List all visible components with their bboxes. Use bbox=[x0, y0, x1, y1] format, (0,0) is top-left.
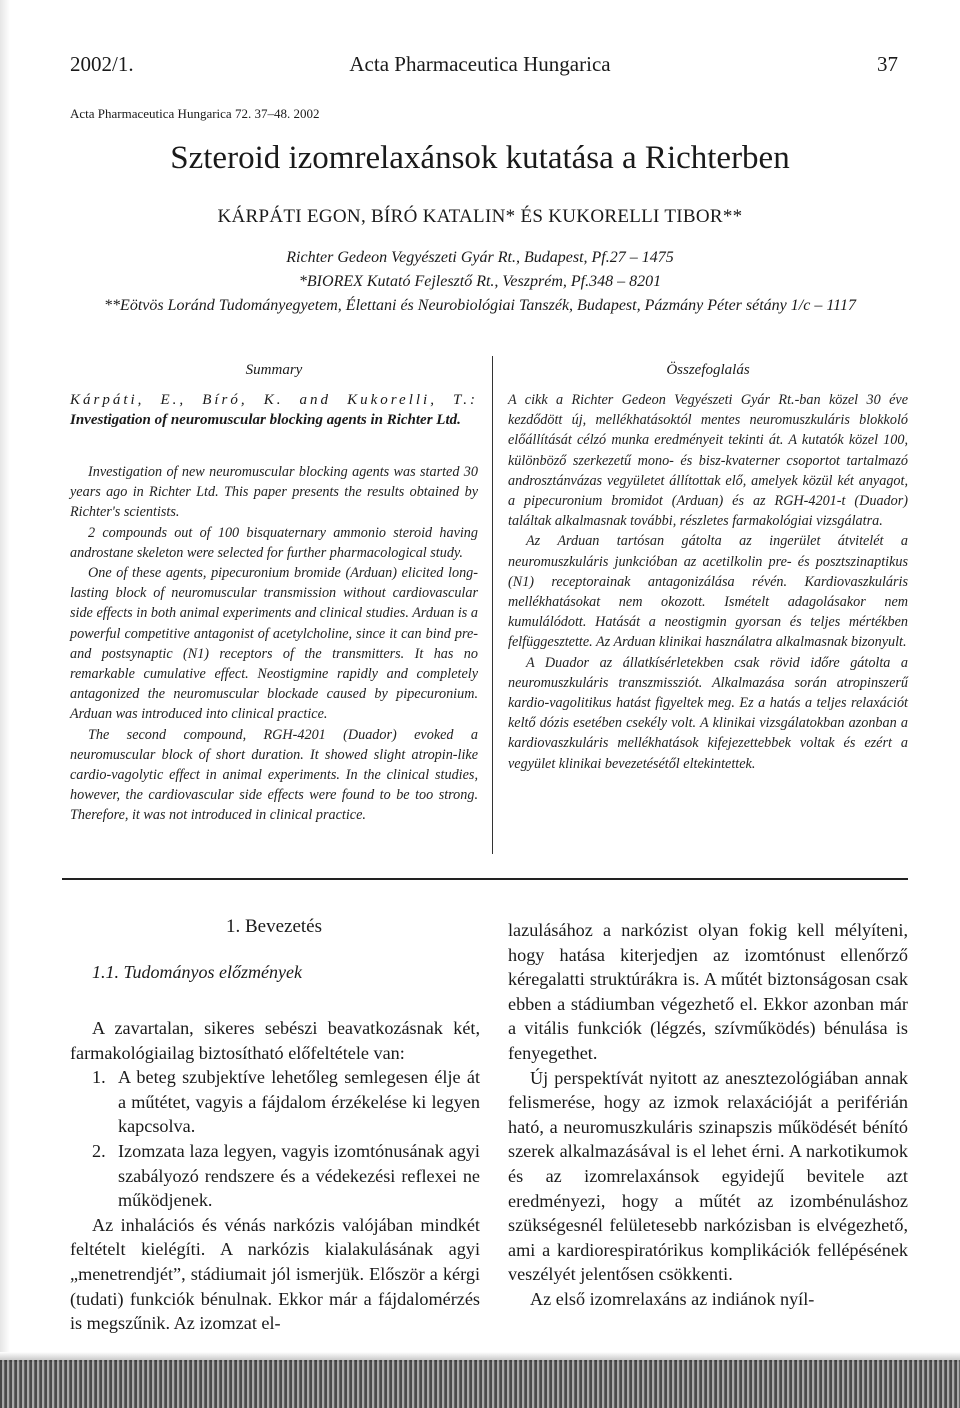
list-item bbox=[70, 1139, 480, 1213]
list-item-text: Izomzata laza legyen, vagyis izomtónusának agyi szabályozó rendszere és a védekezési reflexei ne működjenek. bbox=[118, 1140, 480, 1211]
issue-number: 2002/1. bbox=[70, 52, 134, 76]
list-item-text: A beteg szubjektíve lehetőleg semlegesen élje át a műtétet, vagyis a fájdalom érzékelése ki legyen kapcsolva. bbox=[118, 1067, 480, 1137]
body-paragraph: Az inhalációs és vénás narkózis valójában mindkét feltételt kielégíti. A narkózis kialakulásának agyi „menetrendjét”, stádiumait jól ismerjük. Először a kérgi (tudati) funkciók bénulnak. Ekkor már a fájdalomérzés is megszűnik. Az izomzat el- bbox=[70, 1214, 480, 1334]
summary-paragraph: 2 compounds out of 100 bisquaternary ammonio steroid having androstane skeleton were selected for further pharmacological study. bbox=[70, 524, 478, 561]
affiliation-3: **Eötvös Loránd Tudományegyetem, Élettani és Neurobiológiai Tanszék, Budapest, Pázmány Péter sétány 1/c – 1117 bbox=[104, 297, 856, 314]
running-head-journal: Acta Pharmaceutica Hungarica bbox=[349, 52, 611, 76]
osszefoglalas-paragraph: A cikk a Richter Gedeon Vegyészeti Gyár Rt.-ban közel 30 éve kezdődött új, mellékhatásoktól mentes neuromuszkuláris blokkoló előállítását célzó munka eredményeit tekinti át. A kutatók közel 100, különböző szerkezetű mono- és bisz-kvaterner csoportot tartalmazó androsztánvázas vegyületet állítottak elő, amelyek közül két anyagot, a pipecuronium bromidot (Arduan) és az RGH-4201-t (Duador) találtak alkalmasnak további, részletes farmakológiai vizsgálatra. bbox=[508, 392, 908, 530]
summary-ref-authors: Kárpáti, E., Bíró, K. and Kukorelli, T.: bbox=[70, 392, 478, 408]
column-divider bbox=[492, 356, 493, 854]
osszefoglalas-paragraph: Az Arduan tartósan gátolta az ingerület átvitelét a neuromuszkuláris junkcióban az acetilkolin pre- és posztszinaptikus (N1) receptorainak antagonizálása révén. Kardiovaszkuláris mellékhatásokat nem okozott. Ismételt adagolásakor nem kumulálódott. Hatását a neostigmin gyorsan és teljes mértékben felfüggesztette. Az Arduan klinikai használatra alkalmasnak bizonyult. bbox=[508, 533, 908, 651]
citation-line: Acta Pharmaceutica Hungarica 72. 37–48. 2002 bbox=[70, 106, 320, 121]
article-title: Szteroid izomrelaxánsok kutatása a Richterben bbox=[170, 140, 790, 176]
body-left-column bbox=[70, 1016, 480, 1336]
body-paragraph: Új perspektívát nyitott az anesztezológiában annak felismerése, hogy az izmok relaxációját a periférián ható, a neuromuszkuláris szinapszis működését bénító szerek alkalmazásával is el lehet érni. A narkotikumok és az izomrelaxánsok egyidejű bevitele azt eredményezi, hogy a műtét az izombénuláshoz szükségesnél felületesebb narkózisban is elvégezhető, ami a kardiorespiratórikus komplikációk fellépésének veszélyét jelentősen csökkenti. bbox=[508, 1067, 908, 1285]
summary-ref-title: Investigation of neuromuscular blocking agents in Richter Ltd. bbox=[70, 412, 461, 428]
list-item-number: 2. bbox=[92, 1140, 106, 1161]
summary-paragraph: One of these agents, pipecuronium bromide (Arduan) elicited long-lasting block of neuromuscular transmission without cardiovascular side effects in both animal experiments and clinical studies. Arduan is a powerful competitive antagonist of acetylcholine, since it can bind pre- and postsynaptic (N1) receptors of the transmitters. It has no remarkable cumulative effect. Neostigmine rapidly and completely antagonized the neuromuscular blockade caused by pipecuronium. Arduan was introduced into clinical practice. bbox=[70, 565, 478, 723]
affiliation-2: *BIOREX Kutató Fejlesztő Rt., Veszprém, Pf.348 – 8201 bbox=[298, 273, 662, 290]
body-paragraph: A zavartalan, sikeres sebészi beavatkozásnak két, farmakológiailag biztosítható előfeltétele van: bbox=[70, 1018, 480, 1063]
osszefoglalas-heading: Összefoglalás bbox=[666, 362, 750, 378]
list-item-number: 1. bbox=[92, 1067, 106, 1088]
summary-reference bbox=[70, 390, 478, 430]
list-item bbox=[70, 1065, 480, 1139]
section-divider bbox=[62, 878, 908, 880]
author-list: KÁRPÁTI EGON, BÍRÓ KATALIN* ÉS KUKORELLI TIBOR** bbox=[217, 206, 743, 227]
body-right-column bbox=[508, 918, 908, 1312]
osszefoglalas-paragraph: A Duador az állatkísérletekben csak rövid időre gátolta a neuromuszkuláris transzmissziót. Alkalmazása során atropinszerű kardio-vagolitikus hatást figyeltek meg. Ez a hatás a teljes relaxációt keltő dózis esetében csekély volt. A klinikai vizsgálatokban azonban a kardiovaszkuláris mellékhatások kifejezettebbek voltak és ezért a vegyület klinikai bevezetésétől eltekintettek. bbox=[508, 654, 908, 772]
section-heading: 1. Bevezetés bbox=[225, 916, 322, 937]
affiliation-1: Richter Gedeon Vegyészeti Gyár Rt., Budapest, Pf.27 – 1475 bbox=[286, 249, 674, 266]
summary-body bbox=[70, 462, 478, 826]
summary-heading: Summary bbox=[245, 362, 303, 378]
body-paragraph: Az első izomrelaxáns az indiánok nyíl- bbox=[530, 1288, 815, 1309]
osszefoglalas-body bbox=[508, 390, 908, 774]
summary-paragraph: Investigation of new neuromuscular blocking agents was started 30 years ago in Richter Ltd. This paper presents the results obtained by Richter's scientists. bbox=[70, 464, 478, 521]
page-number: 37 bbox=[877, 52, 898, 76]
body-paragraph: lazulásához a narkózist olyan fokig kell mélyíteni, hogy hatása kiterjedjen az izomtónust ellenőrző kéregalatti struktúrákra is. A műtét biztonságosan csak ebben a stádiumban végezhető el. Ekkor azonban már a vitális funkciók (légzés, szívműködés) bénulása is fenyegethet. bbox=[508, 920, 908, 1063]
scan-edge-noise bbox=[0, 1360, 960, 1408]
subsection-heading: 1.1. Tudományos előzmények bbox=[92, 962, 302, 982]
summary-paragraph: The second compound, RGH-4201 (Duador) evoked a neuromuscular block of short duration. It showed slight atropin-like cardio-vagolytic effect in animal experiments. In the clinical studies, however, the cardiovascular side effects were found to be too strong. Therefore, it was not introduced in clinical practice. bbox=[70, 726, 478, 824]
